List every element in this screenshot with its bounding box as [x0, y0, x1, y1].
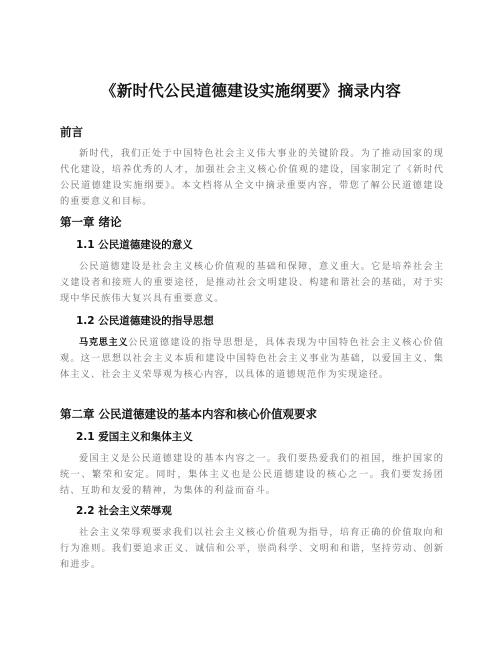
section-1-1-heading: 1.1 公民道德建设的意义 [76, 239, 193, 251]
section-1-2-lead-term: 马克思主义 [79, 337, 129, 348]
preface-paragraph: 新时代，我们正处于中国特色社会主义伟大事业的关键阶段。为了推动国家的现代化建设，培养优秀的人才，加强社会主义核心价值观的建设，国家制定了《新时代公民道德建设实施纲要》。本文档将从全文中摘录重要内容，带您了解公民道德建设的重要意义和目标。 [60, 148, 444, 207]
section-2-1-paragraph: 爱国主义是公民道德建设的基本内容之一。我们要热爱我们的祖国，维护国家的统一、繁荣和安定。同时，集体主义也是公民道德建设的核心之一。我们要发扬团结、互助和友爱的精神，为集体的利益而奋斗。 [60, 453, 444, 496]
chapter2-heading: 第二章 公民道德建设的基本内容和核心价值观要求 [60, 407, 318, 421]
section-2-1-heading: 2.1 爱国主义和集体主义 [76, 431, 193, 443]
preface-heading: 前言 [60, 125, 83, 139]
section-1-1-paragraph: 公民道德建设是社会主义核心价值观的基础和保障，意义重大。它是培养社会主义建设者和接班人的重要途径，是推动社会文明建设、构建和谐社会的基础，对于实现中华民族伟大复兴具有重要意义。 [60, 261, 444, 304]
section-2-2-heading: 2.2 社会主义荣辱观 [76, 505, 172, 517]
section-1-2-heading: 1.2 公民道德建设的指导思想 [76, 315, 214, 327]
section-1-2-paragraph [60, 335, 444, 383]
chapter1-heading: 第一章 绪论 [60, 215, 122, 229]
section-1-2-body-text: 公民道德建设的指导思想是，具体表现为中国特色社会主义核心价值观。这一思想以社会主义本质和建设中国特色社会主义事业为基础，以爱国主义、集体主义、社会主义荣辱观为核心内容，以具体的道德规范作为实现途径。 [60, 337, 445, 380]
document-title: 《新时代公民道德建设实施纲要》摘录内容 [100, 82, 402, 100]
section-2-2-paragraph: 社会主义荣辱观要求我们以社会主义核心价值观为指导，培育正确的价值取向和行为准则。我们要追求正义、诚信和公平，崇尚科学、文明和和谐，坚持劳动、创新和进步。 [60, 527, 444, 570]
